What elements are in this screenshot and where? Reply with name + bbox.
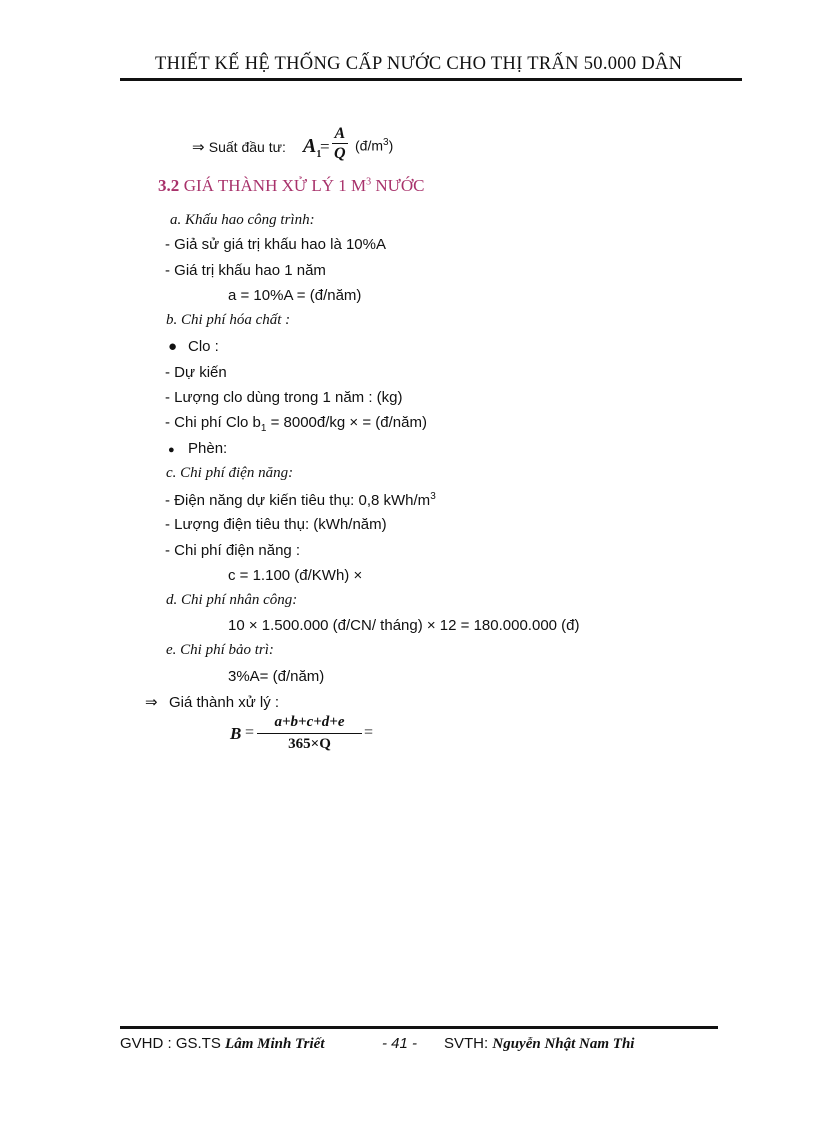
item-c3: - Chi phí điện năng : [165,542,301,559]
item-a-heading: a. Khấu hao công trình: [170,212,315,228]
item-e1: 3%A= (đ/năm) [228,668,325,685]
implies-arrow: ⇒ [145,694,158,711]
result-tail-equals: = [364,724,374,741]
page-header-title: THIẾT KẾ HỆ THỐNG CẤP NƯỚC CHO THỊ TRẤN 50.000 DÂN [155,54,683,74]
section-title: GIÁ THÀNH XỬ LÝ 1 $M^3$ NƯỚC [183,176,425,195]
item-c2: - Lượng điện tiêu thụ: (kWh/năm) [165,516,387,533]
bullet-icon: ● [168,338,178,355]
footer-divider [120,1026,718,1029]
item-b-heading: b. Chi phí hóa chất : [166,312,291,328]
investment-line [192,138,286,156]
implies-arrow: ⇒ [192,139,205,156]
footer-svth [444,1035,634,1053]
header-divider [120,78,742,81]
item-b1: - Dự kiến [165,364,227,381]
item-a2: - Giá trị khấu hao 1 năm [165,262,326,279]
result-line [145,693,279,711]
footer-gvhd-name: Lâm Minh Triết [225,1036,325,1052]
investment-label: Suất đầu tư: [208,139,286,155]
bullet-icon: ● [168,444,175,456]
result-denominator: 365×Q [288,736,331,752]
item-b-bullet1: ● Clo : [168,338,219,355]
item-b2: - Lượng clo dùng trong 1 năm : (kg) [165,389,403,406]
result-numerator: a+b+c+d+e [257,712,362,734]
item-a1: - Giả sử giá trị khấu hao là 10%A [165,236,386,253]
item-a3: a = 10%A = (đ/năm) [228,287,362,304]
result-label: Giá thành xử lý : [169,694,280,711]
footer-gvhd [120,1035,325,1053]
result-fraction [257,712,362,755]
item-e-heading: e. Chi phí bảo trì: [166,642,274,658]
item-d-heading: d. Chi phí nhân công: [166,592,298,608]
item-c-heading: c. Chi phí điện năng: [166,465,294,481]
item-c4: c = 1.100 (đ/KWh) × [228,567,363,584]
item-d1: 10 × 1.500.000 (đ/CN/ tháng) × 12 = 180.000.000 (đ) [228,617,580,634]
footer-svth-name: Nguyễn Nhật Nam Thi [492,1036,635,1052]
footer-page-number: - 41 - [382,1035,418,1052]
item-b-bullet2: ● Phèn: [168,440,228,457]
section-number: 3.2 [158,176,180,195]
investment-equals: = [320,137,330,156]
footer-gvhd-label: GVHD : GS.TS [120,1035,221,1052]
investment-unit: $(đ/m^3)$ [355,137,394,154]
item-c1: - Điện năng dự kiến tiêu thụ: 0,8 kWh/$m^3$ [165,491,436,509]
result-lhs: B [230,724,242,743]
result-equals: = [245,724,255,741]
investment-lhs: $A_1$ [303,135,322,160]
footer-svth-label: SVTH: [444,1035,489,1052]
investment-denominator: Q [334,145,346,162]
investment-numerator: A [332,124,348,144]
section-heading [158,176,424,196]
investment-fraction [332,124,348,163]
item-b3: - Chi phí Clo $b_1$ = 8000đ/kg × = (đ/năm) [165,414,427,434]
